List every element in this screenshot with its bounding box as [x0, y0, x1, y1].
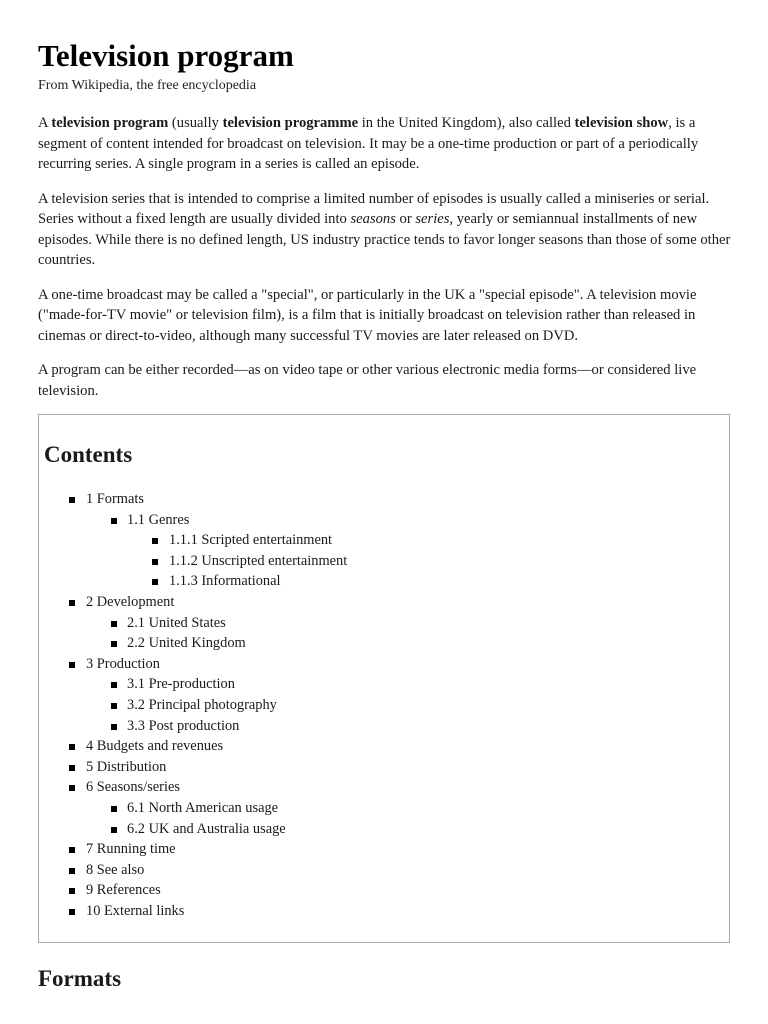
page-subtitle: From Wikipedia, the free encyclopedia — [38, 78, 257, 93]
toc-item-link[interactable]: 3.1 Pre-production — [127, 676, 235, 693]
bullet-icon — [69, 868, 75, 874]
text-run: , yearly or semiannual installments of new episodes. While there is no defined length, US industry practice tends to favor longer seasons than those of some other countries. — [38, 211, 731, 268]
bold-term-television-show: television show — [574, 115, 669, 131]
bullet-icon — [152, 559, 158, 565]
bullet-icon — [111, 682, 117, 688]
bullet-icon — [69, 847, 75, 853]
bullet-icon — [69, 662, 75, 668]
toc-item[interactable] — [39, 530, 729, 551]
toc-item-link[interactable]: 4 Budgets and revenues — [86, 738, 224, 755]
toc-item-link[interactable]: 8 See also — [86, 861, 145, 878]
bullet-icon — [111, 621, 117, 627]
toc-item[interactable] — [39, 839, 729, 860]
bullet-icon — [69, 765, 75, 771]
toc-item[interactable] — [39, 551, 729, 572]
toc-item[interactable] — [39, 798, 729, 819]
toc-item[interactable] — [39, 880, 729, 901]
intro-paragraph-2 — [38, 189, 732, 271]
bullet-icon — [69, 600, 75, 606]
toc-item-link[interactable]: 6.2 UK and Australia usage — [127, 820, 286, 837]
toc-item-link[interactable]: 2.2 United Kingdom — [127, 635, 246, 652]
toc-item-link[interactable]: 7 Running time — [86, 841, 176, 858]
bullet-icon — [111, 806, 117, 812]
bold-term-television-program: television program — [51, 115, 169, 131]
intro-paragraph-3: A one-time broadcast may be called a "special", or particularly in the UK a "special episode". A television movie ("made-for-TV movie" or television film), is a film that is initially broadcast on television rather than released in cinemas or direct-to-video, although many successful TV movies are later released on DVD. — [38, 286, 697, 344]
toc-item-link[interactable]: 9 References — [86, 882, 161, 899]
toc-item[interactable] — [39, 860, 729, 881]
text-run: A — [38, 115, 52, 131]
toc-item-link[interactable]: 3.2 Principal photography — [127, 696, 277, 713]
text-run: (usually — [168, 115, 223, 131]
section-heading-formats: Formats — [38, 966, 122, 991]
toc-item-link[interactable]: 1.1 Genres — [127, 511, 190, 528]
toc-item[interactable] — [39, 695, 729, 716]
toc-item[interactable] — [39, 592, 729, 613]
bold-term-television-programme: television programme — [222, 115, 359, 131]
toc-list — [39, 489, 729, 921]
italic-term-series: series — [415, 211, 450, 227]
text-run: A television series that is intended to comprise a limited number of episodes is usually called a miniseries or serial. Series without a fixed length are usually divided into — [38, 190, 710, 227]
bullet-icon — [111, 703, 117, 709]
bullet-icon — [69, 909, 75, 915]
bullet-icon — [69, 785, 75, 791]
toc-item[interactable] — [39, 654, 729, 675]
toc-item[interactable] — [39, 489, 729, 510]
intro-paragraph-1 — [38, 113, 732, 175]
toc-item-link[interactable]: 6.1 North American usage — [127, 799, 279, 816]
italic-term-seasons: seasons — [350, 211, 396, 227]
toc-item[interactable] — [39, 613, 729, 634]
bullet-icon — [69, 888, 75, 894]
bullet-icon — [111, 827, 117, 833]
toc-item[interactable] — [39, 571, 729, 592]
toc-item-link[interactable]: 3.3 Post production — [127, 717, 240, 734]
toc-item-link[interactable]: 1 Formats — [86, 491, 144, 507]
toc-item-link[interactable]: 1.1.3 Informational — [169, 573, 281, 590]
toc-item-link[interactable]: 1.1.2 Unscripted entertainment — [169, 552, 348, 569]
bullet-icon — [69, 744, 75, 750]
bullet-icon — [69, 497, 75, 503]
page-title: Television program — [38, 38, 294, 73]
article-page — [38, 0, 732, 991]
toc-item-link[interactable]: 2 Development — [86, 593, 175, 610]
toc-item-link[interactable]: 10 External links — [86, 902, 185, 919]
bullet-icon — [111, 641, 117, 647]
table-of-contents — [38, 414, 730, 943]
bullet-icon — [152, 538, 158, 544]
toc-item[interactable] — [39, 716, 729, 737]
text-run: , is a segment of content intended for broadcast on television. It may be a one-time production or part of a periodically recurring series. A single program in a series is called an episode. — [38, 115, 699, 172]
bullet-icon — [111, 518, 117, 524]
toc-item-link[interactable]: 5 Distribution — [86, 758, 167, 775]
text-run: in the United Kingdom), also called — [358, 115, 575, 131]
toc-item[interactable] — [39, 510, 729, 531]
toc-item[interactable] — [39, 901, 729, 922]
toc-item-link[interactable]: 2.1 United States — [127, 614, 226, 631]
toc-title: Contents — [44, 442, 133, 467]
toc-item[interactable] — [39, 633, 729, 654]
toc-item[interactable] — [39, 819, 729, 840]
text-run: or — [395, 211, 416, 227]
toc-item[interactable] — [39, 757, 729, 778]
toc-item-link[interactable]: 6 Seasons/series — [86, 779, 180, 796]
intro-paragraph-4: A program can be either recorded—as on video tape or other various electronic media forms—or considered live television. — [38, 362, 697, 399]
toc-item[interactable] — [39, 674, 729, 695]
bullet-icon — [111, 724, 117, 730]
toc-item-link[interactable]: 3 Production — [86, 655, 160, 672]
toc-item[interactable] — [39, 777, 729, 798]
toc-item-link[interactable]: 1.1.1 Scripted entertainment — [169, 532, 333, 549]
bullet-icon — [152, 579, 158, 585]
toc-item[interactable] — [39, 736, 729, 757]
